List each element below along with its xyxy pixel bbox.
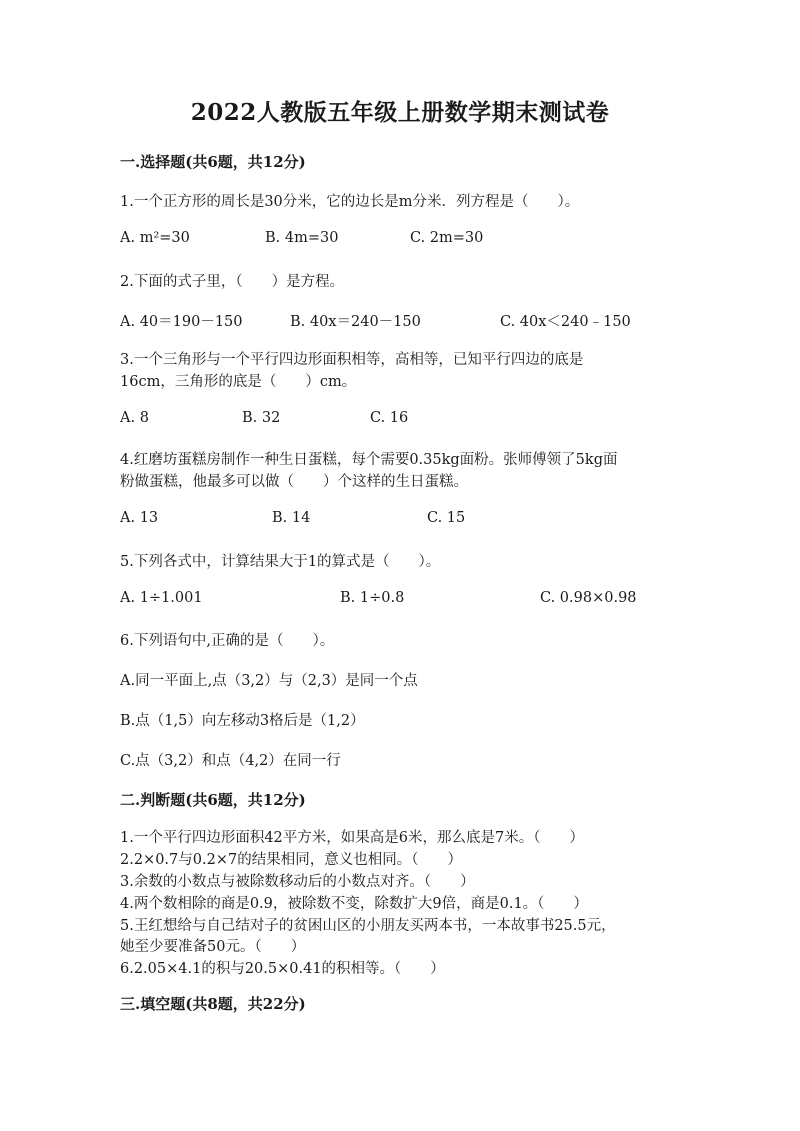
q2-option-a: A. 40＝190－150 <box>120 314 243 330</box>
section-heading-choice: 一.选择题(共6题，共12分) <box>120 153 306 171</box>
question-2-stem: 2.下面的式子里，（ ）是方程。 <box>120 274 345 290</box>
q4-option-a: A. 13 <box>120 510 159 526</box>
judge-item-6: 6.2.05×4.1的积与20.5×0.41的积相等。（ ） <box>120 961 445 977</box>
q3-option-b: B. 32 <box>242 410 281 426</box>
judge-item-3: 3.余数的小数点与被除数移动后的小数点对齐。（ ） <box>120 874 475 890</box>
question-1-stem: 1.一个正方形的周长是30分米，它的边长是m分米．列方程是（ ）。 <box>120 194 580 210</box>
q4-option-c: C. 15 <box>427 510 466 526</box>
q4-option-b: B. 14 <box>272 510 311 526</box>
section-heading-judge: 二.判断题(共6题，共12分) <box>120 791 306 809</box>
q3-option-c: C. 16 <box>370 410 409 426</box>
judge-item-5-line1: 5.王红想给与自己结对子的贫困山区的小朋友买两本书，一本故事书25.5元， <box>120 918 616 934</box>
q1-option-b: B. 4m=30 <box>265 230 339 246</box>
question-6-stem: 6.下列语句中,正确的是（ ）。 <box>120 633 335 649</box>
question-5-stem: 5.下列各式中，计算结果大于1的算式是（ ）。 <box>120 554 441 570</box>
q3-option-a: A. 8 <box>120 410 149 426</box>
q2-option-b: B. 40x＝240－150 <box>290 314 421 330</box>
section-heading-fill: 三.填空题(共8题，共22分) <box>120 995 306 1013</box>
q6-option-b: B.点（1,5）向左移动3格后是（1,2） <box>120 713 365 729</box>
q5-option-a: A. 1÷1.001 <box>120 590 203 606</box>
q2-option-c: C. 40x＜240﹣150 <box>500 314 631 330</box>
question-3-stem-line2: 16cm，三角形的底是（ ）cm。 <box>120 374 357 390</box>
judge-item-2: 2.2×0.7与0.2×7的结果相同，意义也相同。（ ） <box>120 852 462 868</box>
judge-item-5-line2: 她至少要准备50元。（ ） <box>120 939 306 955</box>
question-3-stem-line1: 3.一个三角形与一个平行四边形面积相等，高相等，已知平行四边的底是 <box>120 352 584 368</box>
exam-title: 2022人教版五年级上册数学期末测试卷 <box>190 99 610 126</box>
judge-item-4: 4.两个数相除的商是0.9，被除数不变，除数扩大9倍，商是0.1。（ ） <box>120 896 588 912</box>
question-4-stem-line2: 粉做蛋糕，他最多可以做（ ）个这样的生日蛋糕。 <box>120 474 468 490</box>
q1-option-c: C. 2m=30 <box>410 230 484 246</box>
judge-item-1: 1.一个平行四边形面积42平方米，如果高是6米，那么底是7米。（ ） <box>120 830 584 846</box>
question-4-stem-line1: 4.红磨坊蛋糕房制作一种生日蛋糕，每个需要0.35kg面粉。张师傅领了5kg面 <box>120 452 618 468</box>
q1-option-a: A. m²=30 <box>120 230 190 246</box>
q6-option-c: C.点（3,2）和点（4,2）在同一行 <box>120 753 341 769</box>
q6-option-a: A.同一平面上,点（3,2）与（2,3）是同一个点 <box>120 673 418 689</box>
q5-option-c: C. 0.98×0.98 <box>540 590 637 606</box>
q5-option-b: B. 1÷0.8 <box>340 590 405 606</box>
